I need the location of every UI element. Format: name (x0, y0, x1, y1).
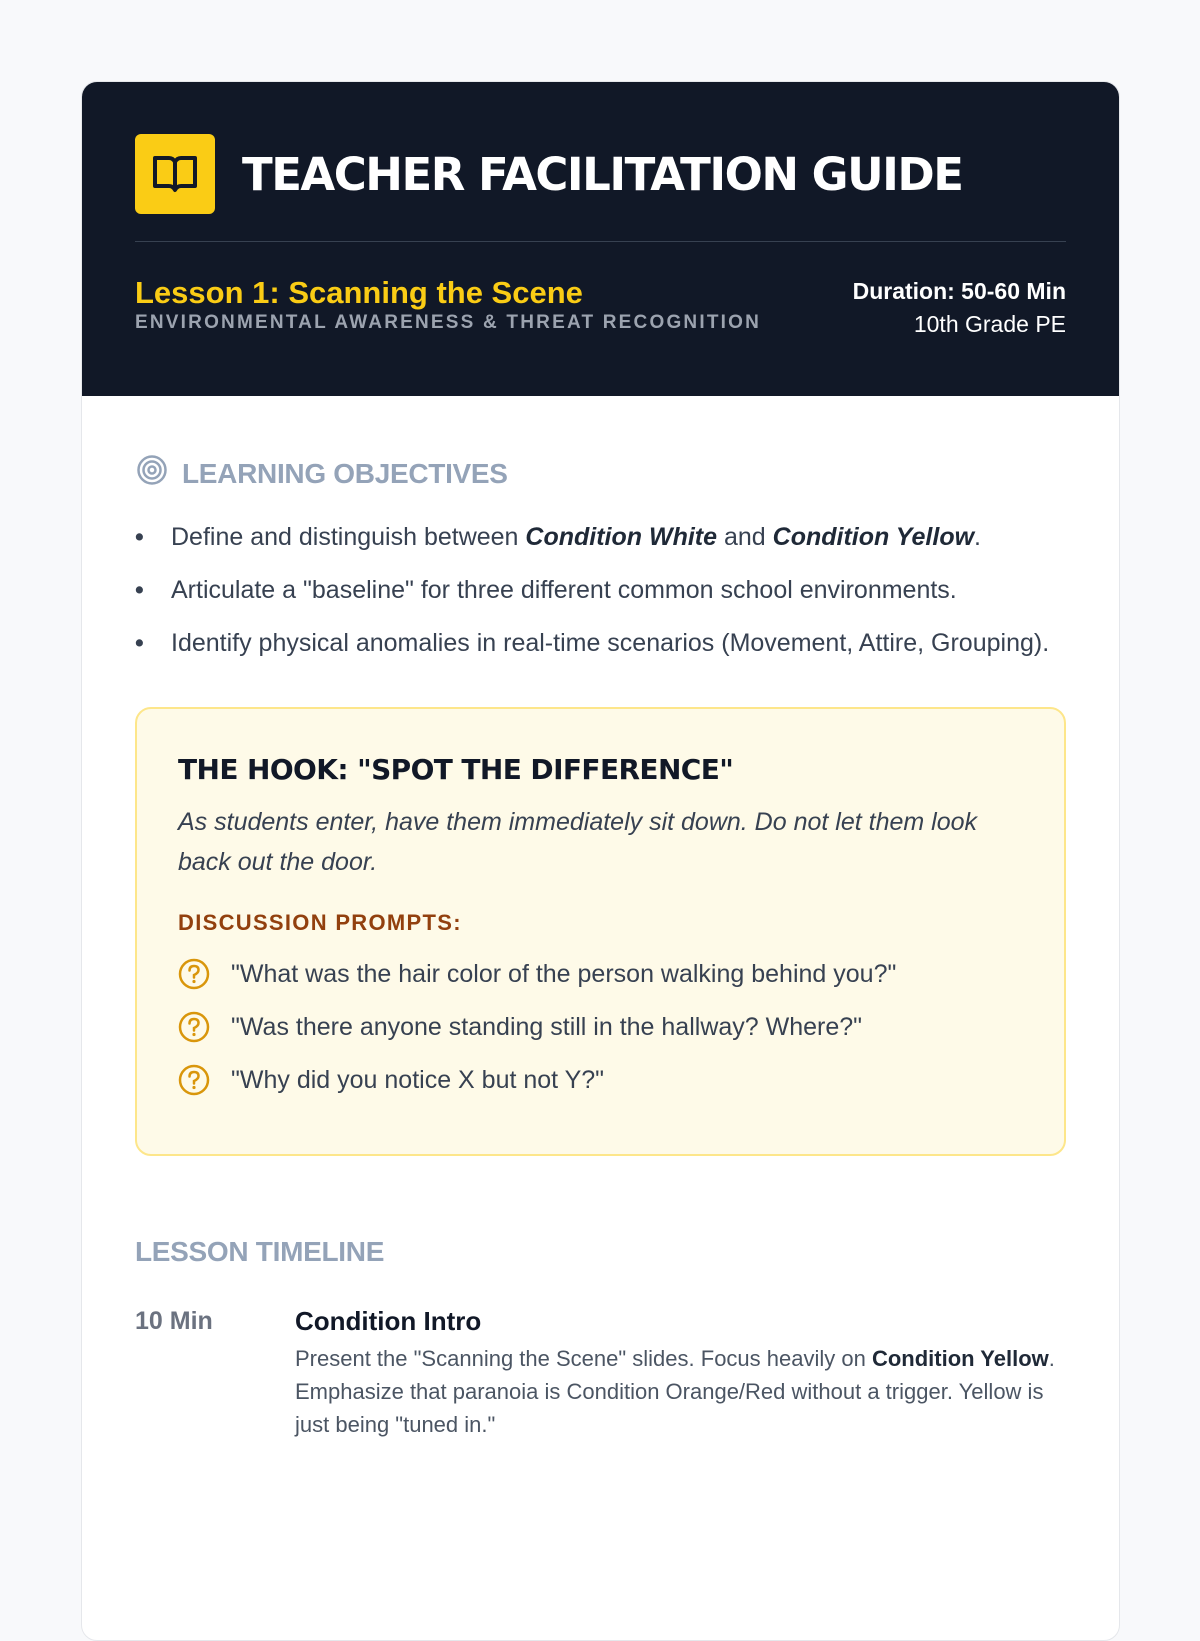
hook-callout (135, 707, 1066, 1156)
term-condition-white: Condition White (525, 523, 718, 551)
guide-card (81, 81, 1120, 1641)
prompt-text: "What was the hair color of the person walking behind you?" (231, 960, 897, 988)
list-item (178, 1060, 1024, 1100)
timeline-step-name: Condition Intro (295, 1306, 482, 1336)
lesson-title: Lesson 1: Scanning the Scene (135, 275, 583, 310)
duration-label: Duration: 50-60 Min (852, 278, 1066, 304)
guide-content (82, 454, 1119, 1441)
prompt-text: "Was there anyone standing still in the hallway? Where?" (231, 1013, 863, 1041)
guide-header (82, 82, 1119, 396)
lesson-meta (853, 275, 1066, 341)
timeline-step-description: Present the "Scanning the Scene" slides. Focus heavily on Condition Yellow. Emphasize that paranoia is Condition Orange/Red without a trigger. Yellow is just being "tuned in." (295, 1346, 1055, 1437)
objectives-heading (135, 454, 1066, 493)
objectives-heading-label: LEARNING OBJECTIVES (182, 457, 508, 489)
question-circle-icon (178, 1011, 210, 1043)
question-circle-icon (178, 958, 210, 990)
list-item (178, 954, 1024, 994)
list-item (178, 1007, 1024, 1047)
header-divider (135, 241, 1066, 242)
grade-label: 10th Grade PE (913, 311, 1066, 337)
timeline-row (135, 1306, 1066, 1441)
target-icon (136, 454, 168, 493)
term-condition-yellow: Condition Yellow (772, 523, 975, 551)
term-condition-yellow: Condition Yellow (871, 1346, 1049, 1371)
open-book-icon (135, 134, 215, 214)
prompts-list (178, 954, 1024, 1100)
prompts-label: DISCUSSION PROMPTS: (178, 910, 462, 935)
hook-intro: As students enter, have them immediately sit down. Do not let them look back out the door. (178, 808, 978, 876)
list-item: • Articulate a "baseline" for three different common school environments. (135, 576, 957, 604)
timeline-heading: LESSON TIMELINE (135, 1236, 385, 1267)
objectives-list (135, 517, 1066, 663)
lesson-info-row (135, 275, 1066, 341)
timeline-time: 10 Min (135, 1307, 213, 1335)
lesson-info (135, 275, 761, 341)
title-row (135, 134, 1066, 214)
question-circle-icon (178, 1064, 210, 1096)
lesson-subtitle: ENVIRONMENTAL AWARENESS & THREAT RECOGNITION (135, 312, 762, 333)
hook-title: THE HOOK: "SPOT THE DIFFERENCE" (178, 753, 734, 786)
page-title: TEACHER FACILITATION GUIDE (242, 147, 963, 201)
list-item: • Identify physical anomalies in real-time scenarios (Movement, Attire, Grouping). (135, 629, 1050, 657)
timeline-body (295, 1306, 1066, 1441)
prompt-text: "Why did you notice X but not Y?" (231, 1066, 605, 1094)
list-item: • Define and distinguish between Condition White and Condition Yellow. (135, 523, 981, 551)
